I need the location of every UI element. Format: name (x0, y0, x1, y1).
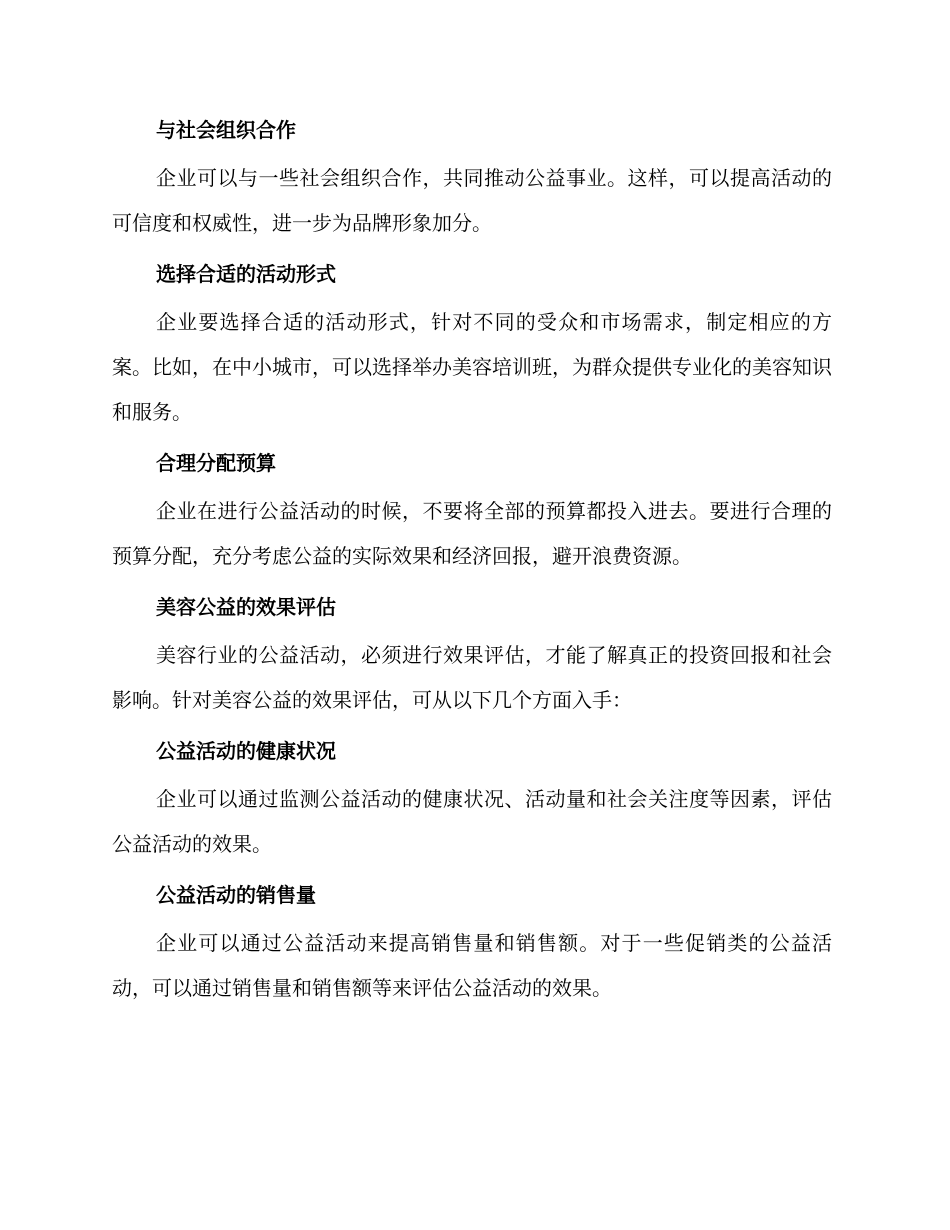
section-paragraph: 美容行业的公益活动，必须进行效果评估，才能了解真正的投资回报和社会影响。针对美容公益的效果评估，可从以下几个方面入手： (112, 643, 832, 712)
section-paragraph: 企业可以与一些社会组织合作，共同推动公益事业。这样，可以提高活动的可信度和权威性，进一步为品牌形象加分。 (112, 166, 832, 235)
section-heading: 选择合适的活动形式 (156, 262, 336, 286)
section-heading: 美容公益的效果评估 (156, 595, 336, 619)
section-paragraph: 企业要选择合适的活动形式，针对不同的受众和市场需求，制定相应的方案。比如，在中小城市，可以选择举办美容培训班，为群众提供专业化的美容知识和服务。 (112, 310, 832, 424)
document-page (112, 110, 832, 1019)
section-paragraph: 企业在进行公益活动的时候，不要将全部的预算都投入进去。要进行合理的预算分配，充分考虑公益的实际效果和经济回报，避开浪费资源。 (112, 499, 832, 568)
section-paragraph: 企业可以通过监测公益活动的健康状况、活动量和社会关注度等因素，评估公益活动的效果。 (112, 787, 832, 856)
section-heading: 合理分配预算 (156, 451, 276, 475)
section-heading: 公益活动的健康状况 (156, 739, 336, 763)
section-heading: 与社会组织合作 (156, 118, 296, 142)
section-heading: 公益活动的销售量 (156, 883, 316, 907)
section-paragraph: 企业可以通过公益活动来提高销售量和销售额。对于一些促销类的公益活动，可以通过销售量和销售额等来评估公益活动的效果。 (112, 931, 832, 1000)
